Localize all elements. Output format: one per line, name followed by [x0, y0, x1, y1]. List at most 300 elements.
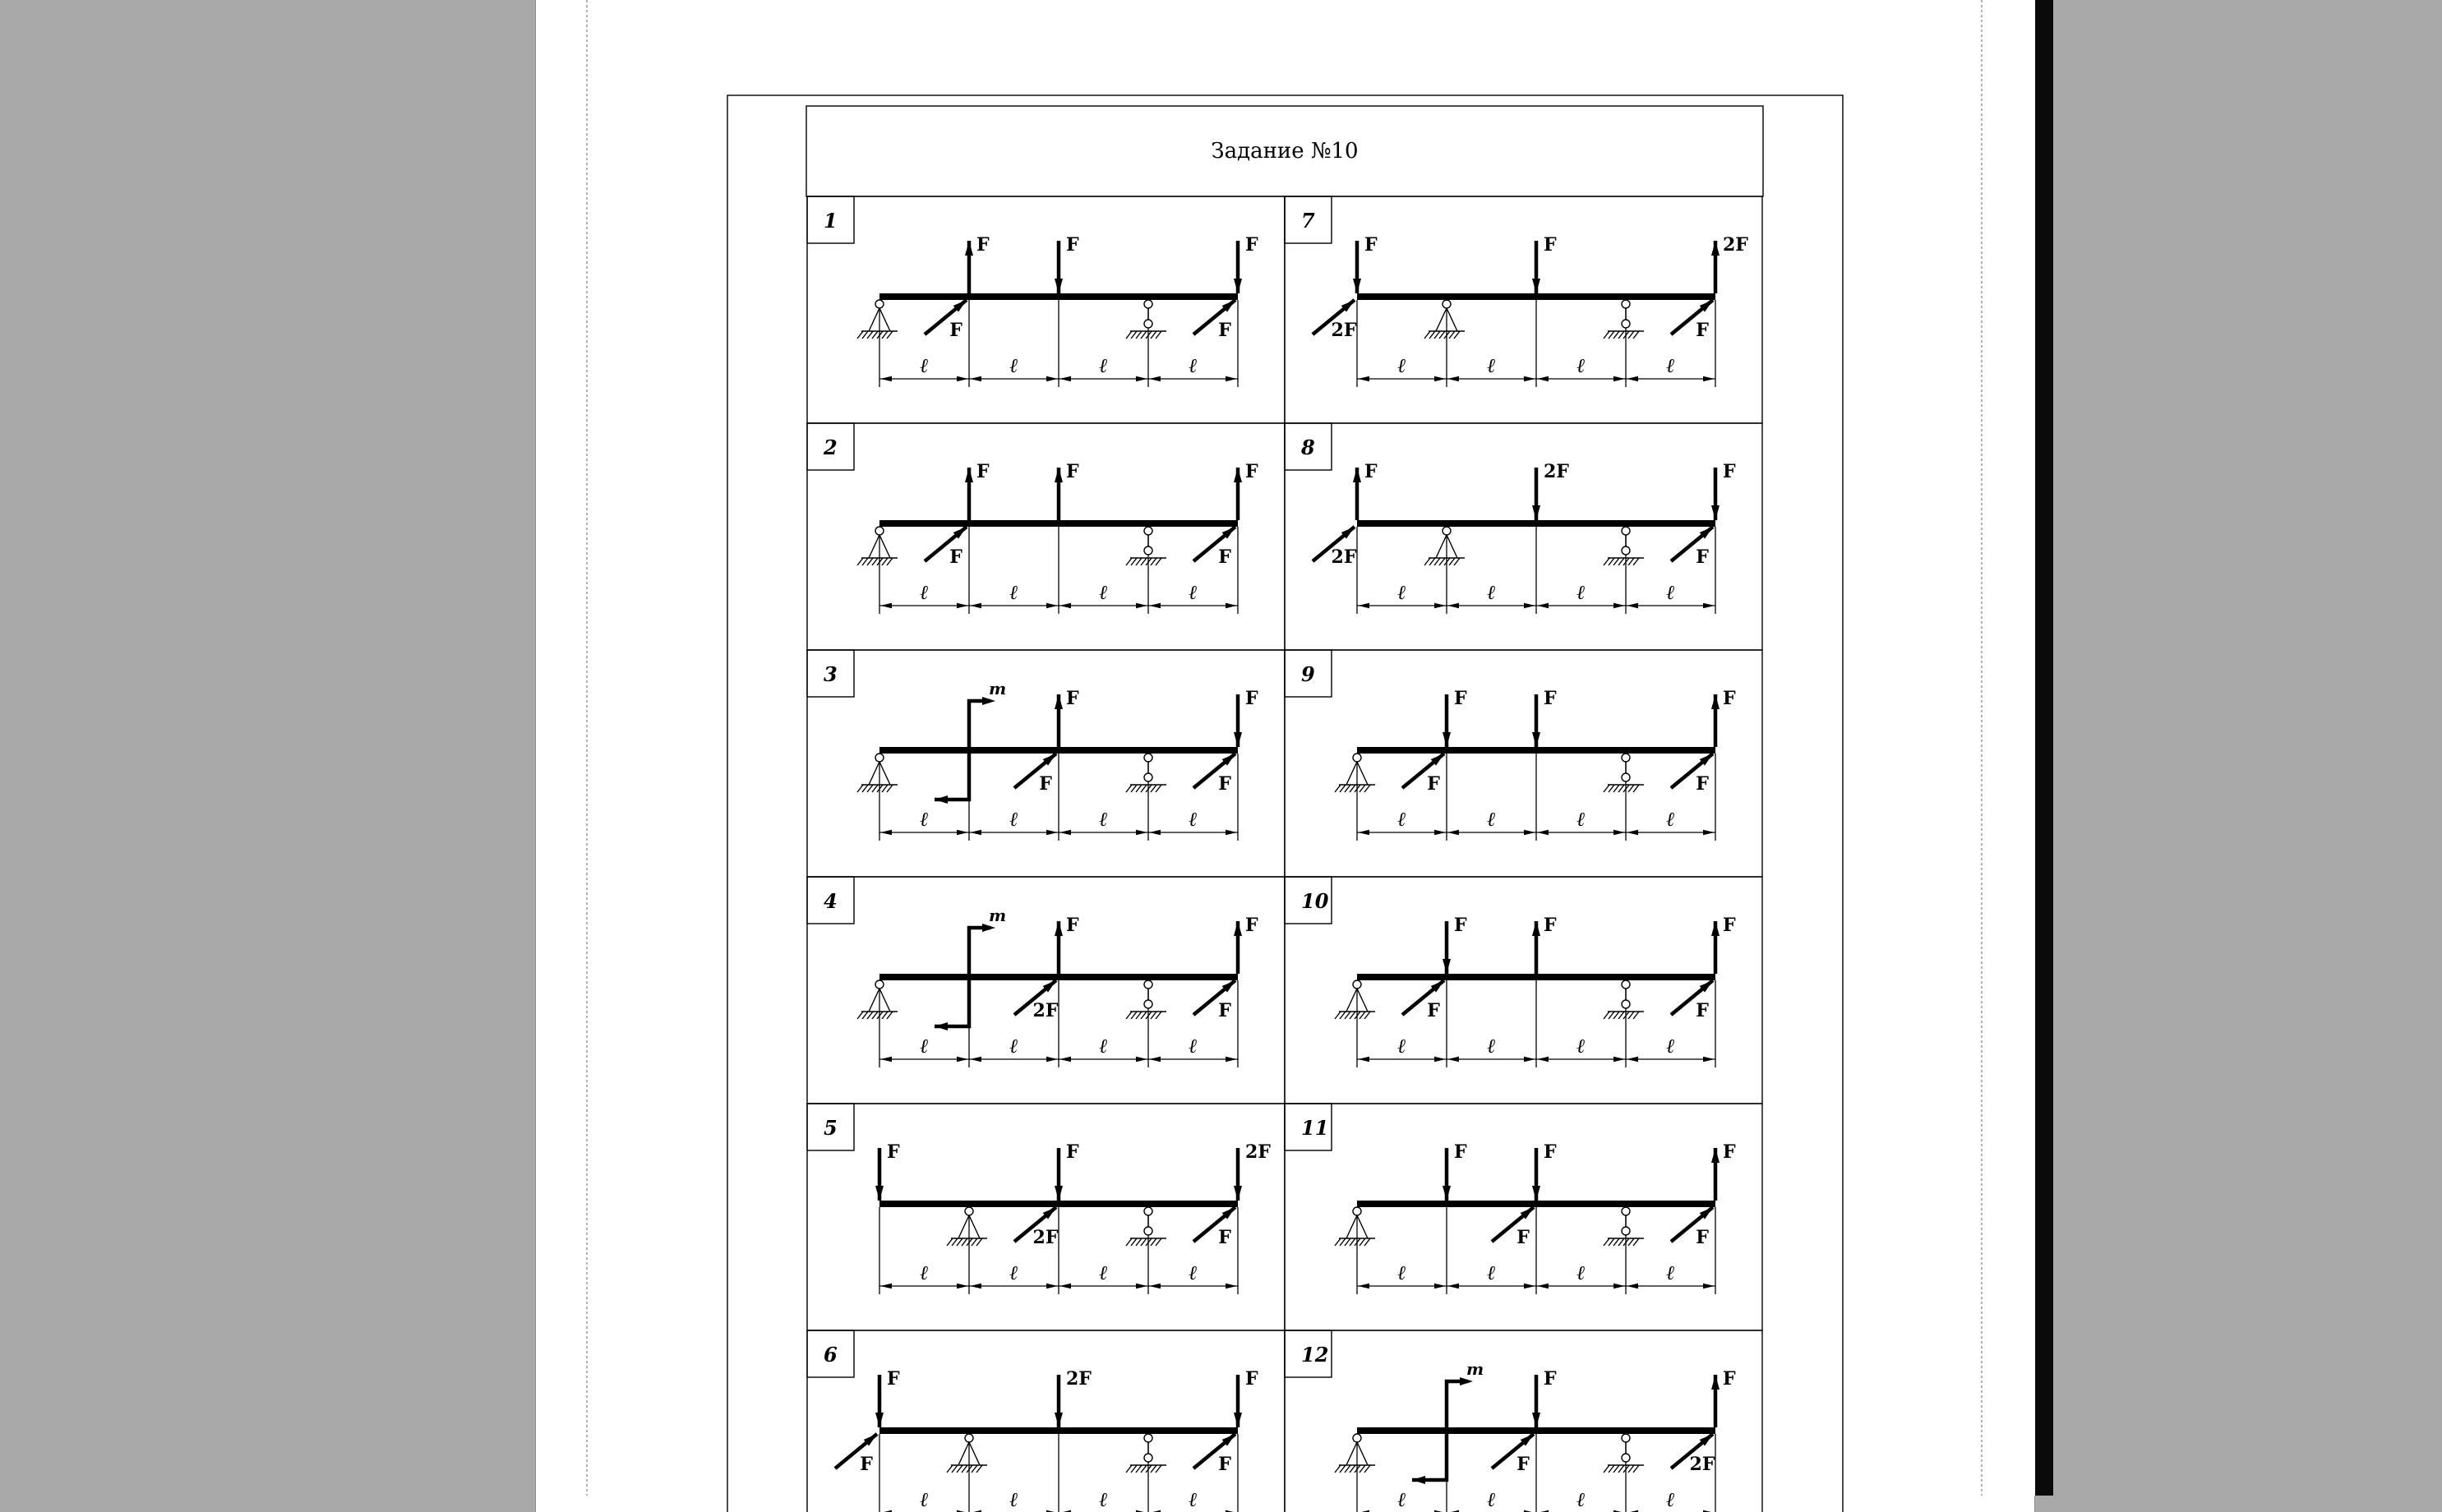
force-label: F	[1218, 320, 1231, 341]
axial-force	[1193, 754, 1235, 795]
force-label: F	[1427, 773, 1440, 795]
scheme-number: 3	[824, 662, 838, 686]
schemes-grid	[807, 196, 1762, 1512]
force-label: F	[1454, 915, 1467, 936]
ground-hatch	[1604, 785, 1609, 792]
vertical-force	[1532, 688, 1557, 747]
force-label: F	[1544, 688, 1557, 709]
force-label: F	[1245, 461, 1258, 482]
support-hinge	[1353, 754, 1361, 762]
ground-hatch	[1604, 1465, 1609, 1473]
force-arrowhead	[1055, 694, 1063, 709]
ground-hatch	[1609, 558, 1614, 565]
force-label: F	[1218, 546, 1231, 568]
ground-hatch	[1618, 1465, 1624, 1473]
axial-force	[1193, 1434, 1235, 1475]
support-hinge	[1622, 320, 1630, 328]
force-arrowhead	[1358, 376, 1369, 381]
span-label: ℓ	[920, 580, 929, 604]
vertical-force	[1234, 915, 1258, 974]
axial-force	[1193, 527, 1235, 568]
support-hinge	[1622, 300, 1630, 308]
ground-hatch	[976, 1465, 982, 1473]
span-label: ℓ	[1487, 1034, 1496, 1058]
ground-hatch	[1335, 1012, 1341, 1019]
force-arrowhead	[1434, 603, 1446, 608]
force-label: F	[1066, 1141, 1079, 1163]
force-arrowhead	[970, 830, 981, 835]
support-leg	[1357, 1442, 1368, 1465]
span-label: ℓ	[1397, 353, 1406, 377]
force-arrowhead	[1434, 376, 1446, 381]
force-arrowhead	[1234, 468, 1242, 482]
ground-hatch	[1633, 558, 1639, 565]
scheme-1	[807, 196, 1285, 423]
force-arrowhead	[1234, 921, 1242, 936]
scheme-number: 1	[824, 209, 838, 233]
ground-hatch	[1429, 331, 1435, 339]
ground-hatch	[1141, 785, 1147, 792]
ground-hatch	[882, 331, 888, 339]
ground-hatch	[1126, 1012, 1132, 1019]
force-arrowhead	[957, 1284, 968, 1288]
force-arrowhead	[1059, 1057, 1071, 1062]
axial-force	[1313, 300, 1357, 341]
ground-hatch	[1350, 1465, 1355, 1473]
pin-support	[947, 1207, 987, 1246]
ground-hatch	[1345, 1012, 1350, 1019]
ground-hatch	[1454, 558, 1460, 565]
scheme-number: 7	[1301, 209, 1315, 233]
force-label: F	[1066, 461, 1079, 482]
ground-hatch	[1151, 1012, 1156, 1019]
force-arrowhead	[957, 603, 968, 608]
scheme-11	[1285, 1104, 1762, 1330]
force-arrowhead	[1136, 376, 1147, 381]
span-label: ℓ	[1099, 1034, 1108, 1058]
ground-hatch	[1609, 1238, 1614, 1246]
force-label: F	[976, 234, 990, 256]
span-label: ℓ	[1099, 807, 1108, 831]
roller-support	[1126, 754, 1166, 792]
support-hinge	[875, 300, 884, 308]
vertical-force	[1532, 461, 1569, 520]
force-arrowhead	[1711, 1375, 1720, 1390]
ground-hatch	[1335, 1238, 1341, 1246]
force-arrowhead	[1532, 279, 1540, 293]
ground-hatch	[1439, 331, 1445, 339]
force-arrowhead	[965, 468, 973, 482]
ground-hatch	[1141, 1465, 1147, 1473]
force-arrowhead	[1532, 732, 1540, 747]
ground-hatch	[1449, 331, 1455, 339]
span-label: ℓ	[1487, 807, 1496, 831]
ground-hatch	[1618, 558, 1624, 565]
scheme-9	[1285, 650, 1762, 877]
support-hinge	[1144, 754, 1152, 762]
force-arrowhead	[1234, 1413, 1242, 1427]
force-label: 2F	[1245, 1141, 1271, 1163]
span-label: ℓ	[1487, 580, 1496, 604]
span-label: ℓ	[1397, 1261, 1406, 1284]
span-label: ℓ	[1397, 1034, 1406, 1058]
ground-hatch	[1434, 331, 1440, 339]
support-leg	[958, 1215, 969, 1238]
support-leg	[1357, 762, 1368, 785]
force-arrowhead	[1703, 1057, 1715, 1062]
span-label: ℓ	[1189, 1261, 1198, 1284]
span-label: ℓ	[1189, 1034, 1198, 1058]
scheme-cell	[1285, 196, 1762, 423]
span-label: ℓ	[1576, 807, 1586, 831]
force-label: F	[1723, 688, 1736, 709]
support-leg	[958, 1442, 969, 1465]
force-arrowhead	[875, 1186, 884, 1201]
force-arrowhead	[1136, 830, 1147, 835]
support-hinge	[1622, 980, 1630, 989]
ground-hatch	[1131, 1238, 1137, 1246]
support-hinge	[1622, 527, 1630, 535]
force-label: F	[1544, 1141, 1557, 1163]
support-leg	[1447, 535, 1457, 558]
ground-hatch	[1131, 785, 1137, 792]
roller-support	[1126, 527, 1166, 565]
ground-hatch	[887, 1012, 893, 1019]
ground-hatch	[1609, 785, 1614, 792]
moment-load	[1412, 1359, 1484, 1484]
force-arrowhead	[1059, 603, 1071, 608]
force-arrowhead	[1055, 468, 1063, 482]
ground-hatch	[1618, 331, 1624, 339]
ground-hatch	[1345, 1465, 1350, 1473]
force-label: F	[1516, 1454, 1530, 1475]
force-arrowhead	[1226, 376, 1237, 381]
ground-hatch	[1613, 1012, 1619, 1019]
force-arrowhead	[935, 795, 948, 804]
force-arrowhead	[1136, 1284, 1147, 1288]
ground-hatch	[1609, 331, 1614, 339]
force-arrowhead	[1447, 376, 1459, 381]
force-label: 2F	[1032, 1000, 1059, 1021]
force-label: F	[1364, 461, 1378, 482]
ground-hatch	[872, 331, 878, 339]
span-label: ℓ	[1666, 580, 1675, 604]
span-label: ℓ	[1009, 1261, 1018, 1284]
ground-hatch	[882, 1012, 888, 1019]
ground-hatch	[1156, 1465, 1161, 1473]
force-arrowhead	[1434, 830, 1446, 835]
ground-hatch	[1618, 1012, 1624, 1019]
ground-hatch	[1628, 785, 1634, 792]
force-arrowhead	[1443, 959, 1451, 974]
force-arrowhead	[1627, 1057, 1638, 1062]
force-arrowhead	[1703, 603, 1715, 608]
ground-hatch	[1359, 1238, 1365, 1246]
force-arrowhead	[1524, 603, 1535, 608]
force-label: F	[1696, 1227, 1709, 1248]
force-arrowhead	[1447, 1284, 1459, 1288]
force-label: F	[976, 461, 990, 482]
ground-hatch	[887, 331, 893, 339]
force-arrowhead	[1353, 279, 1361, 293]
force-label: F	[1544, 1368, 1557, 1390]
vertical-force	[1711, 1141, 1736, 1201]
force-label: F	[1218, 1000, 1231, 1021]
vertical-force	[1234, 461, 1258, 520]
ground-hatch	[1633, 1465, 1639, 1473]
support-hinge	[1622, 1000, 1630, 1008]
force-arrowhead	[1524, 1284, 1535, 1288]
force-arrowhead	[957, 830, 968, 835]
scheme-6	[807, 1330, 1285, 1512]
pin-support	[1335, 980, 1375, 1019]
force-arrowhead	[935, 1022, 948, 1030]
ground-hatch	[1345, 785, 1350, 792]
force-arrowhead	[1613, 376, 1625, 381]
ground-hatch	[1345, 1238, 1350, 1246]
vertical-force	[1353, 461, 1378, 520]
force-arrowhead	[1524, 376, 1535, 381]
force-label: F	[1454, 688, 1467, 709]
pin-support	[1335, 754, 1375, 792]
support-hinge	[1144, 1227, 1152, 1235]
force-arrowhead	[1046, 1284, 1058, 1288]
support-hinge	[1622, 773, 1630, 781]
axial-force	[1671, 1434, 1715, 1475]
span-label: ℓ	[1576, 1487, 1586, 1511]
scheme-10	[1285, 877, 1762, 1104]
vertical-force	[1234, 234, 1258, 293]
vertical-force	[1532, 1141, 1557, 1201]
ground-hatch	[1618, 785, 1624, 792]
axial-force	[1402, 754, 1444, 795]
ground-hatch	[1424, 558, 1430, 565]
ground-hatch	[1449, 558, 1455, 565]
force-arrowhead	[1358, 1057, 1369, 1062]
support-leg	[1357, 1215, 1368, 1238]
span-label: ℓ	[1487, 1261, 1496, 1284]
span-label: ℓ	[1189, 580, 1198, 604]
support-leg	[879, 535, 890, 558]
scheme-number: 10	[1301, 889, 1329, 913]
ground-hatch	[1156, 1012, 1161, 1019]
support-hinge	[1144, 1434, 1152, 1442]
ground-hatch	[882, 785, 888, 792]
span-label: ℓ	[1576, 1261, 1586, 1284]
scheme-number: 8	[1301, 436, 1315, 459]
force-arrowhead	[880, 1057, 892, 1062]
ground-hatch	[1613, 331, 1619, 339]
ground-hatch	[1340, 1012, 1346, 1019]
axial-force	[1014, 980, 1059, 1021]
force-arrowhead	[1537, 376, 1549, 381]
vertical-force	[1055, 1368, 1092, 1427]
scheme-12	[1285, 1330, 1762, 1512]
span-label: ℓ	[1397, 580, 1406, 604]
ground-hatch	[1131, 331, 1137, 339]
ground-hatch	[1359, 1012, 1365, 1019]
ground-hatch	[857, 1012, 863, 1019]
force-label: F	[860, 1454, 873, 1475]
roller-support	[1126, 980, 1166, 1019]
vertical-force	[1711, 688, 1736, 747]
ground-hatch	[1613, 558, 1619, 565]
force-arrowhead	[875, 1413, 884, 1427]
force-label: F	[1427, 1000, 1440, 1021]
axial-force	[1671, 1207, 1713, 1248]
ground-hatch	[1136, 1012, 1142, 1019]
force-label: F	[1245, 915, 1258, 936]
ground-hatch	[962, 1238, 967, 1246]
support-leg	[969, 1215, 980, 1238]
span-label: ℓ	[1666, 807, 1675, 831]
force-arrowhead	[970, 1057, 981, 1062]
ground-hatch	[857, 558, 863, 565]
span-label: ℓ	[1189, 807, 1198, 831]
support-leg	[1447, 308, 1457, 331]
force-arrowhead	[1532, 1186, 1540, 1201]
span-label: ℓ	[1009, 1034, 1018, 1058]
span-label: ℓ	[1666, 1034, 1675, 1058]
vertical-force	[1711, 915, 1736, 974]
scheme-number: 6	[824, 1343, 838, 1367]
axial-force	[1193, 300, 1235, 341]
ground-hatch	[1434, 558, 1440, 565]
roller-support	[1604, 1434, 1644, 1473]
force-arrowhead	[1434, 1284, 1446, 1288]
force-label: F	[1218, 773, 1231, 795]
support-hinge	[1622, 754, 1630, 762]
ground-hatch	[862, 1012, 868, 1019]
force-label: F	[1039, 773, 1052, 795]
roller-support	[1604, 980, 1644, 1019]
ground-hatch	[1136, 1465, 1142, 1473]
force-label: F	[1723, 1141, 1736, 1163]
ground-hatch	[1156, 331, 1161, 339]
ground-hatch	[1126, 558, 1132, 565]
scheme-4	[807, 877, 1285, 1104]
support-hinge	[875, 754, 884, 762]
support-leg	[879, 989, 890, 1012]
force-arrowhead	[965, 241, 973, 256]
ground-hatch	[1340, 785, 1346, 792]
vertical-force	[1055, 1141, 1079, 1201]
ground-hatch	[1151, 1238, 1156, 1246]
vertical-force	[1055, 234, 1079, 293]
ground-hatch	[972, 1238, 977, 1246]
span-label: ℓ	[920, 353, 929, 377]
moment-load	[935, 679, 1006, 804]
force-arrowhead	[1443, 732, 1451, 747]
ground-hatch	[1126, 1238, 1132, 1246]
force-label: 2F	[1032, 1227, 1059, 1248]
force-arrowhead	[1613, 603, 1625, 608]
force-arrowhead	[1711, 241, 1720, 256]
force-label: F	[1245, 1368, 1258, 1390]
force-label: F	[1218, 1227, 1231, 1248]
ground-hatch	[887, 558, 893, 565]
support-hinge	[1443, 527, 1451, 535]
ground-hatch	[1350, 1238, 1355, 1246]
force-arrowhead	[1434, 1057, 1446, 1062]
scheme-number: 4	[824, 889, 838, 913]
vertical-force	[965, 461, 990, 520]
force-arrowhead	[1532, 921, 1540, 936]
ground-hatch	[1604, 1012, 1609, 1019]
span-label: ℓ	[920, 1261, 929, 1284]
ground-hatch	[947, 1465, 953, 1473]
support-hinge	[1353, 1207, 1361, 1215]
force-arrowhead	[1055, 279, 1063, 293]
ground-hatch	[1633, 1238, 1639, 1246]
force-arrowhead	[1059, 830, 1071, 835]
ground-hatch	[872, 558, 878, 565]
ground-hatch	[1609, 1465, 1614, 1473]
vertical-force	[1443, 1141, 1467, 1201]
pin-support	[857, 300, 898, 339]
force-arrowhead	[1524, 830, 1535, 835]
force-label: 2F	[1331, 320, 1357, 341]
roller-support	[1126, 300, 1166, 339]
force-arrowhead	[1537, 1057, 1549, 1062]
ground-hatch	[1136, 331, 1142, 339]
vertical-force	[1532, 915, 1557, 974]
force-arrowhead	[1443, 1186, 1451, 1201]
ground-hatch	[1340, 1465, 1346, 1473]
ground-hatch	[1628, 1238, 1634, 1246]
force-label: F	[1696, 546, 1709, 568]
force-label: F	[1516, 1227, 1530, 1248]
pin-support	[857, 980, 898, 1019]
scheme-cell	[1285, 1330, 1762, 1512]
ground-hatch	[867, 331, 873, 339]
ground-hatch	[857, 331, 863, 339]
force-arrowhead	[1358, 830, 1369, 835]
ground-hatch	[1156, 558, 1161, 565]
force-label: F	[1696, 320, 1709, 341]
ground-hatch	[1136, 1238, 1142, 1246]
ground-hatch	[882, 558, 888, 565]
support-hinge	[1144, 320, 1152, 328]
axial-force	[925, 300, 967, 341]
force-arrowhead	[1703, 376, 1715, 381]
ground-hatch	[1604, 331, 1609, 339]
support-hinge	[1144, 1000, 1152, 1008]
force-arrowhead	[1136, 1057, 1147, 1062]
vertical-force	[1711, 1368, 1736, 1427]
support-leg	[869, 308, 879, 331]
span-label: ℓ	[1009, 1487, 1018, 1511]
span-label: ℓ	[1009, 353, 1018, 377]
ground-hatch	[1126, 1465, 1132, 1473]
vertical-force	[875, 1368, 900, 1427]
pin-support	[947, 1434, 987, 1473]
ground-hatch	[867, 785, 873, 792]
span-label: ℓ	[1099, 1261, 1108, 1284]
force-arrowhead	[1149, 603, 1161, 608]
page-title: Задание №10	[1211, 139, 1359, 164]
span-label: ℓ	[920, 1034, 929, 1058]
force-arrowhead	[1627, 603, 1638, 608]
force-arrowhead	[1613, 830, 1625, 835]
vertical-force	[1055, 461, 1079, 520]
force-label: F	[1696, 1000, 1709, 1021]
axial-force	[1671, 980, 1713, 1021]
ground-hatch	[1131, 1012, 1137, 1019]
ground-hatch	[1628, 558, 1634, 565]
ground-hatch	[1141, 331, 1147, 339]
ground-hatch	[1151, 558, 1156, 565]
